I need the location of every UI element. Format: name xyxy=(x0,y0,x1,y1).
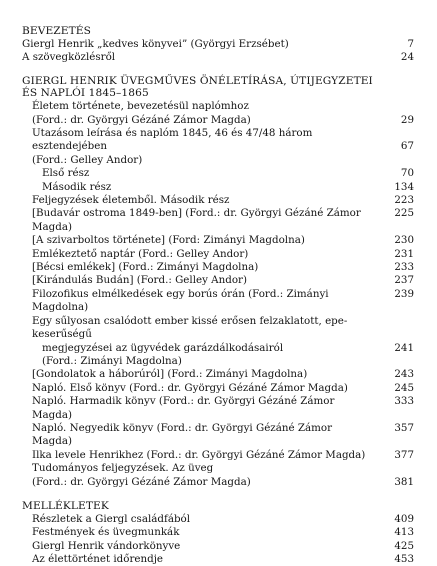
entry-title: [Kirándulás Budán] (Ford.: Gelley Andor) xyxy=(32,274,247,287)
table-of-contents xyxy=(22,25,414,566)
page-number: 24 xyxy=(400,51,414,64)
entry-title: Egy sűlyosan csalódott ember kissé erősen felzaklatott, epe-keserűségű megjegyzései az ügyvédek garázdálkodásairól (Ford.: Zimányi Magdolna) xyxy=(32,314,348,367)
entry-title: Giergl Henrik vándorkönyve xyxy=(32,539,181,552)
entry-list xyxy=(22,100,414,489)
toc-entry[interactable] xyxy=(22,553,414,566)
section-heading: BEVEZETÉS xyxy=(22,25,91,37)
section-heading: MELLÉKLETEK xyxy=(22,499,109,512)
page-number: 223 xyxy=(394,194,414,207)
toc-entry[interactable] xyxy=(22,274,414,287)
entry-title: Részletek a Giergl családfából xyxy=(32,512,191,525)
entry-title: [Bécsi emlékek] (Ford.: Zimányi Magdolna) xyxy=(32,261,259,274)
page-number: 381 xyxy=(394,475,414,488)
section-bevezetes xyxy=(22,25,414,65)
page-number: 357 xyxy=(394,421,414,434)
section-mellekletek xyxy=(22,500,414,566)
toc-entry[interactable] xyxy=(22,288,414,315)
entry-list xyxy=(22,513,414,566)
toc-entry[interactable] xyxy=(22,38,414,51)
toc-entry[interactable] xyxy=(22,181,414,194)
entry-title: [Gondolatok a háborúról] (Ford.: Zimányi Magdolna) xyxy=(32,368,308,381)
entry-title: Napló. Negyedik könyv (Ford.: dr. Györgyi Gézáné Zámor Magda) xyxy=(32,421,333,448)
toc-entry[interactable] xyxy=(22,422,414,449)
page-number: 230 xyxy=(394,234,414,247)
toc-entry[interactable] xyxy=(22,540,414,553)
toc-entry[interactable] xyxy=(22,462,414,489)
section-onletiras xyxy=(22,75,414,489)
toc-entry[interactable] xyxy=(22,449,414,462)
entry-title: Tudományos feljegyzések. Az üveg (Ford.: dr. Györgyi Gézáné Zámor Magda) xyxy=(32,462,251,488)
entry-title: [Budavár ostroma 1849-ben] (Ford.: dr. Györgyi Gézáné Zámor Magda) xyxy=(32,207,361,233)
entry-list xyxy=(22,38,414,65)
entry-title: Napló. Harmadik könyv (Ford.: dr. Györgyi Gézáné Zámor Magda) xyxy=(32,395,335,421)
entry-title: Életem története, bevezetésül naplómhoz (Ford.: dr. Györgyi Gézáné Zámor Magda) xyxy=(32,100,251,126)
entry-title: Első rész xyxy=(42,167,90,180)
entry-title: Ilka levele Henrikhez (Ford.: dr. Györgyi Gézáné Zámor Magda) xyxy=(32,448,366,461)
toc-entry[interactable] xyxy=(22,207,414,234)
entry-title: Giergl Henrik „kedves könyvei” (Györgyi Erzsébet) xyxy=(22,37,289,50)
page-number: 409 xyxy=(394,512,414,525)
page-number: 237 xyxy=(394,274,414,287)
section-heading-line-2: ÉS NAPLÓI 1845–1865 xyxy=(22,87,149,100)
toc-entry[interactable] xyxy=(22,368,414,381)
page-number: 29 xyxy=(400,113,414,126)
page-number: 377 xyxy=(394,448,414,461)
toc-entry[interactable] xyxy=(22,100,414,127)
page-number: 225 xyxy=(394,207,414,220)
toc-entry[interactable] xyxy=(22,51,414,64)
page-number: 233 xyxy=(394,261,414,274)
toc-entry[interactable] xyxy=(22,513,414,526)
toc-entry[interactable] xyxy=(22,395,414,422)
page-number: 333 xyxy=(394,395,414,408)
entry-title: Napló. Első könyv (Ford.: dr. Györgyi Gézáné Zámor Magda) xyxy=(32,381,348,394)
entry-title: [A szivarboltos története] (Ford: Zimányi Magdolna) xyxy=(32,234,305,247)
toc-entry[interactable] xyxy=(22,234,414,247)
entry-title: Az élettörténet időrendje xyxy=(32,553,163,565)
entry-title: Filozofikus elmélkedések egy borús órán (Ford.: Zimányi Magdolna) xyxy=(32,287,329,314)
toc-entry[interactable] xyxy=(22,261,414,274)
entry-title: Második rész xyxy=(42,180,112,193)
page-number: 7 xyxy=(407,37,414,50)
toc-entry[interactable] xyxy=(22,167,414,180)
page-number: 245 xyxy=(394,381,414,394)
page-number: 231 xyxy=(394,247,414,260)
toc-entry[interactable] xyxy=(22,526,414,539)
toc-entry[interactable] xyxy=(22,382,414,395)
page-number: 70 xyxy=(400,167,414,180)
entry-title: Utazásom leírása és naplóm 1845, 46 és 47/48 három esztendejében (Ford.: Gelley Andor) xyxy=(32,127,313,166)
toc-entry[interactable] xyxy=(22,315,414,369)
page-number: 453 xyxy=(394,553,414,565)
page-number: 241 xyxy=(394,341,414,354)
entry-title: A szövegközlésről xyxy=(22,51,116,64)
page-number: 134 xyxy=(394,180,414,193)
entry-title: Festmények és üvegmunkák xyxy=(32,526,180,539)
entry-title: Emlékeztető naptár (Ford.: Gelley Andor) xyxy=(32,247,249,260)
page-number: 425 xyxy=(394,539,414,552)
toc-entry[interactable] xyxy=(22,194,414,207)
page-number: 243 xyxy=(394,368,414,381)
page-number: 67 xyxy=(400,140,414,153)
page-number: 239 xyxy=(394,287,414,300)
toc-entry[interactable] xyxy=(22,127,414,167)
toc-entry[interactable] xyxy=(22,248,414,261)
page-number: 413 xyxy=(394,526,414,539)
entry-title: Feljegyzések életemből. Második rész xyxy=(32,194,230,207)
section-heading-line-1: GIERGL HENRIK ÜVEGMŰVES ÖNÉLETÍRÁSA, ÚTIJEGYZETEI xyxy=(22,74,373,87)
